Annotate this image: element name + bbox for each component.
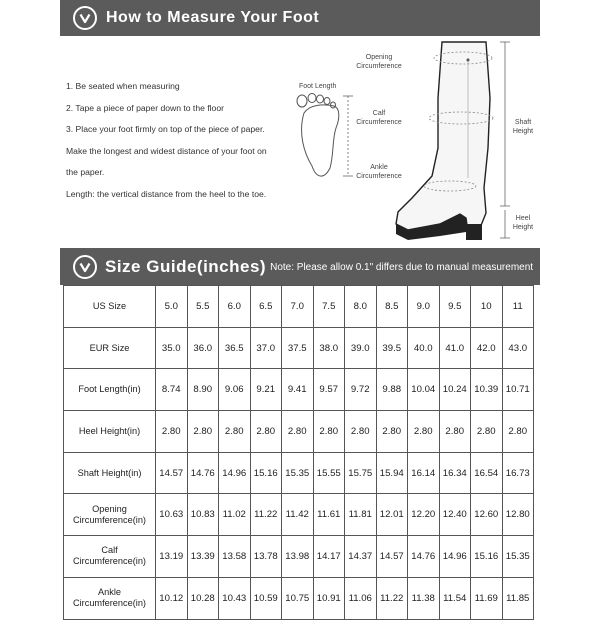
row-label-line: Circumference(in) bbox=[72, 556, 146, 567]
row-label-line: Calf bbox=[101, 545, 118, 556]
size-table-body bbox=[64, 286, 534, 620]
table-cell: 15.35 bbox=[502, 536, 534, 578]
table-cell: 12.20 bbox=[408, 494, 440, 536]
table-cell: 43.0 bbox=[502, 327, 534, 369]
row-label-line: Circumference(in) bbox=[72, 598, 146, 609]
table-cell: 15.75 bbox=[345, 452, 377, 494]
size-guide-title: Size Guide(inches) bbox=[105, 256, 267, 276]
table-cell: 11.22 bbox=[250, 494, 282, 536]
table-cell: 11.81 bbox=[345, 494, 377, 536]
table-cell: 13.58 bbox=[219, 536, 251, 578]
row-label-line: Ankle bbox=[98, 587, 121, 598]
table-row bbox=[64, 369, 534, 411]
table-cell: 11.85 bbox=[502, 577, 534, 619]
measure-header bbox=[60, 0, 540, 36]
table-row bbox=[64, 452, 534, 494]
table-cell: 16.73 bbox=[502, 452, 534, 494]
instruction-line: Length: the vertical distance from the heel to the toe. bbox=[66, 188, 267, 199]
shaft-height-label-2: Height bbox=[512, 128, 534, 135]
table-cell: 10.24 bbox=[439, 369, 471, 411]
table-cell: 5.0 bbox=[156, 286, 188, 328]
row-label bbox=[64, 369, 156, 411]
measurement-diagram bbox=[290, 38, 540, 248]
table-cell: 13.98 bbox=[282, 536, 314, 578]
table-row bbox=[64, 536, 534, 578]
table-cell: 9.72 bbox=[345, 369, 377, 411]
row-label-line: Heel Height(in) bbox=[78, 425, 141, 436]
table-cell: 10.83 bbox=[187, 494, 219, 536]
table-cell: 8.90 bbox=[187, 369, 219, 411]
table-cell: 16.34 bbox=[439, 452, 471, 494]
row-label bbox=[64, 494, 156, 536]
table-cell: 9.0 bbox=[408, 286, 440, 328]
table-cell: 9.57 bbox=[313, 369, 345, 411]
table-row bbox=[64, 494, 534, 536]
table-cell: 10.59 bbox=[250, 577, 282, 619]
table-cell: 7.5 bbox=[313, 286, 345, 328]
table-cell: 11.42 bbox=[282, 494, 314, 536]
ankle-label-2: Circumference bbox=[356, 173, 402, 180]
table-cell: 14.37 bbox=[345, 536, 377, 578]
table-cell: 10 bbox=[471, 286, 503, 328]
chevron-down-icon bbox=[73, 255, 97, 279]
table-cell: 11.54 bbox=[439, 577, 471, 619]
row-label bbox=[64, 536, 156, 578]
chevron-down-icon bbox=[73, 6, 97, 30]
table-cell: 11.61 bbox=[313, 494, 345, 536]
row-label-line: US Size bbox=[92, 300, 127, 311]
table-cell: 6.5 bbox=[250, 286, 282, 328]
instruction-line: 2. Tape a piece of paper down to the floor bbox=[66, 102, 224, 113]
foot-length-label: Foot Length bbox=[299, 83, 337, 90]
instruction-line: the paper. bbox=[66, 167, 105, 177]
row-label bbox=[64, 577, 156, 619]
table-cell: 13.39 bbox=[187, 536, 219, 578]
table-cell: 15.55 bbox=[313, 452, 345, 494]
ankle-label: Ankle bbox=[370, 164, 388, 171]
table-cell: 2.80 bbox=[187, 411, 219, 453]
table-cell: 10.04 bbox=[408, 369, 440, 411]
table-cell: 12.40 bbox=[439, 494, 471, 536]
table-cell: 9.21 bbox=[250, 369, 282, 411]
table-cell: 35.0 bbox=[156, 327, 188, 369]
table-cell: 12.01 bbox=[376, 494, 408, 536]
calf-label-2: Circumference bbox=[356, 119, 402, 126]
row-label-line: Shaft Height(in) bbox=[77, 467, 142, 478]
table-cell: 36.0 bbox=[187, 327, 219, 369]
table-cell: 2.80 bbox=[250, 411, 282, 453]
row-label bbox=[64, 286, 156, 328]
foot-icon bbox=[297, 94, 339, 177]
table-cell: 9.5 bbox=[439, 286, 471, 328]
table-cell: 10.43 bbox=[219, 577, 251, 619]
table-cell: 15.94 bbox=[376, 452, 408, 494]
table-cell: 15.16 bbox=[471, 536, 503, 578]
table-cell: 13.78 bbox=[250, 536, 282, 578]
table-cell: 12.80 bbox=[502, 494, 534, 536]
heel-height-label-2: Height bbox=[512, 224, 534, 231]
table-cell: 10.12 bbox=[156, 577, 188, 619]
table-cell: 14.57 bbox=[376, 536, 408, 578]
table-cell: 38.0 bbox=[313, 327, 345, 369]
table-cell: 9.06 bbox=[219, 369, 251, 411]
shaft-height-label: Shaft bbox=[514, 119, 532, 126]
table-cell: 8.0 bbox=[345, 286, 377, 328]
table-cell: 39.0 bbox=[345, 327, 377, 369]
table-cell: 10.63 bbox=[156, 494, 188, 536]
table-cell: 10.28 bbox=[187, 577, 219, 619]
table-row bbox=[64, 411, 534, 453]
table-cell: 14.17 bbox=[313, 536, 345, 578]
size-guide-header bbox=[60, 248, 540, 285]
table-cell: 39.5 bbox=[376, 327, 408, 369]
table-cell: 11 bbox=[502, 286, 534, 328]
table-cell: 42.0 bbox=[471, 327, 503, 369]
table-cell: 37.0 bbox=[250, 327, 282, 369]
table-cell: 14.57 bbox=[156, 452, 188, 494]
table-cell: 2.80 bbox=[313, 411, 345, 453]
table-cell: 14.76 bbox=[187, 452, 219, 494]
instructions bbox=[66, 76, 296, 205]
row-label-line: Circumference(in) bbox=[72, 514, 146, 525]
table-cell: 41.0 bbox=[439, 327, 471, 369]
table-cell: 37.5 bbox=[282, 327, 314, 369]
boot-icon bbox=[396, 42, 493, 240]
table-cell: 36.5 bbox=[219, 327, 251, 369]
row-label-line: Opening bbox=[92, 503, 127, 514]
table-cell: 8.74 bbox=[156, 369, 188, 411]
table-row bbox=[64, 577, 534, 619]
table-cell: 14.76 bbox=[408, 536, 440, 578]
table-cell: 16.14 bbox=[408, 452, 440, 494]
opening-label-2: Circumference bbox=[356, 63, 402, 70]
table-cell: 9.41 bbox=[282, 369, 314, 411]
table-cell: 12.60 bbox=[471, 494, 503, 536]
table-cell: 15.16 bbox=[250, 452, 282, 494]
row-label bbox=[64, 452, 156, 494]
size-guide-note: Note: Please allow 0.1" differs due to manual measurement bbox=[270, 262, 534, 273]
table-cell: 14.96 bbox=[219, 452, 251, 494]
table-cell: 10.91 bbox=[313, 577, 345, 619]
table-cell: 11.06 bbox=[345, 577, 377, 619]
table-cell: 2.80 bbox=[219, 411, 251, 453]
calf-label: Calf bbox=[372, 110, 386, 117]
table-row bbox=[64, 286, 534, 328]
table-cell: 11.69 bbox=[471, 577, 503, 619]
heel-height-label: Heel bbox=[515, 215, 531, 222]
table-cell: 2.80 bbox=[471, 411, 503, 453]
table-cell: 10.75 bbox=[282, 577, 314, 619]
row-label bbox=[64, 411, 156, 453]
table-cell: 8.5 bbox=[376, 286, 408, 328]
row-label-line: EUR Size bbox=[89, 342, 130, 353]
table-cell: 16.54 bbox=[471, 452, 503, 494]
table-cell: 2.80 bbox=[376, 411, 408, 453]
table-cell: 6.0 bbox=[219, 286, 251, 328]
measure-title: How to Measure Your Foot bbox=[106, 9, 320, 26]
table-cell: 2.80 bbox=[439, 411, 471, 453]
table-cell: 11.22 bbox=[376, 577, 408, 619]
table-cell: 10.71 bbox=[502, 369, 534, 411]
opening-label: Opening bbox=[365, 54, 393, 61]
row-label bbox=[64, 327, 156, 369]
table-cell: 11.02 bbox=[219, 494, 251, 536]
table-cell: 2.80 bbox=[502, 411, 534, 453]
table-cell: 2.80 bbox=[282, 411, 314, 453]
table-cell: 10.39 bbox=[471, 369, 503, 411]
size-table bbox=[63, 285, 534, 620]
table-cell: 7.0 bbox=[282, 286, 314, 328]
table-cell: 15.35 bbox=[282, 452, 314, 494]
table-cell: 9.88 bbox=[376, 369, 408, 411]
table-cell: 2.80 bbox=[345, 411, 377, 453]
table-cell: 2.80 bbox=[156, 411, 188, 453]
instruction-line: 1. Be seated when measuring bbox=[66, 81, 180, 91]
instruction-line: 3. Place your foot firmly on top of the piece of paper. bbox=[66, 124, 265, 134]
table-cell: 2.80 bbox=[408, 411, 440, 453]
table-cell: 40.0 bbox=[408, 327, 440, 369]
instruction-line: Make the longest and widest distance of your foot on bbox=[66, 145, 267, 156]
table-cell: 11.38 bbox=[408, 577, 440, 619]
table-cell: 5.5 bbox=[187, 286, 219, 328]
table-row bbox=[64, 327, 534, 369]
table-cell: 14.96 bbox=[439, 536, 471, 578]
row-label-line: Foot Length(in) bbox=[78, 384, 141, 395]
table-cell: 13.19 bbox=[156, 536, 188, 578]
